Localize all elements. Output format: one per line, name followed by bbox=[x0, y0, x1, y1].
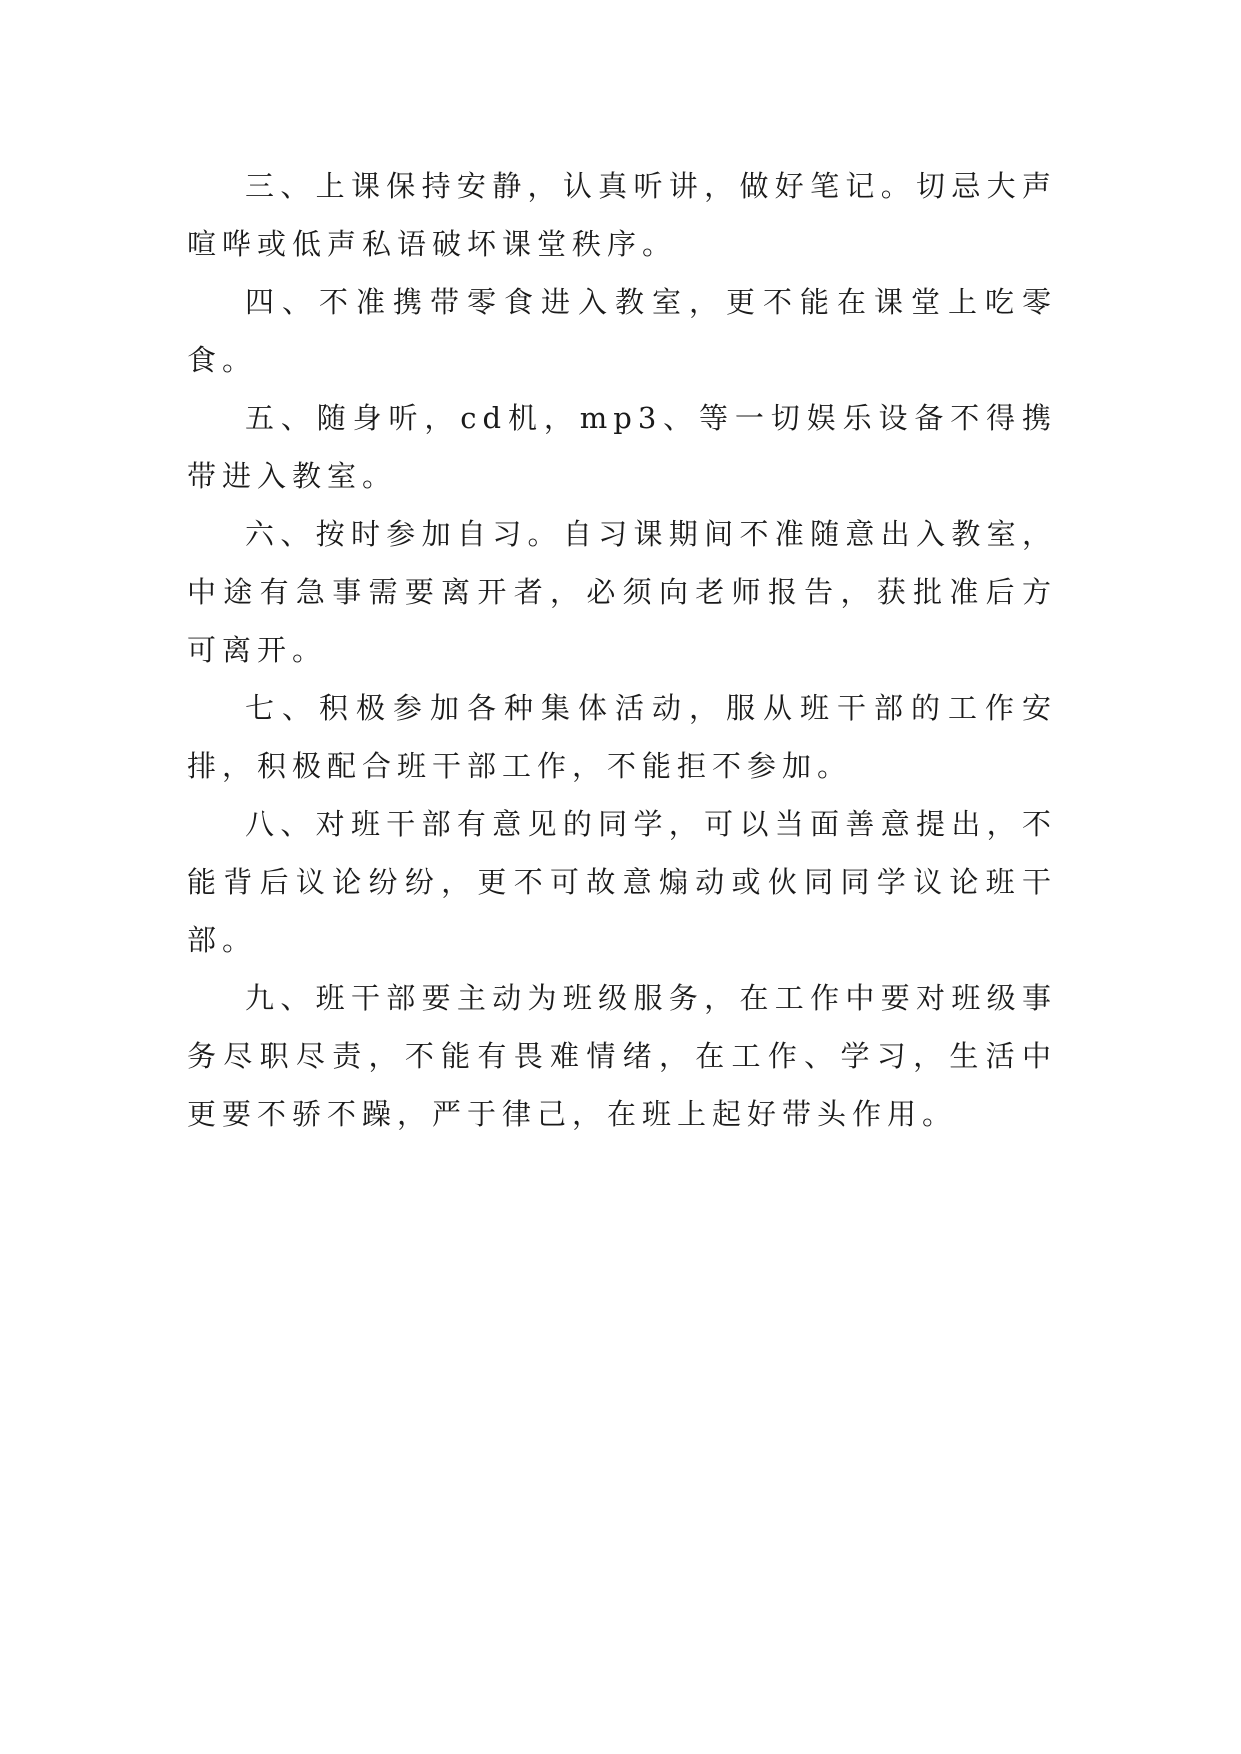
paragraph-rule-7: 七、积极参加各种集体活动，服从班干部的工作安排，积极配合班干部工作，不能拒不参加。 bbox=[187, 691, 1057, 783]
paragraph-rule-4: 四、不准携带零食进入教室，更不能在课堂上吃零食。 bbox=[187, 285, 1057, 377]
paragraph-rule-9: 九、班干部要主动为班级服务，在工作中要对班级事务尽职尽责，不能有畏难情绪，在工作、学习，生活中更要不骄不躁，严于律己，在班上起好带头作用。 bbox=[187, 981, 1057, 1131]
paragraph-rule-6: 六、按时参加自习。自习课期间不准随意出入教室，中途有急事需要离开者，必须向老师报告，获批准后方可离开。 bbox=[187, 517, 1057, 667]
document-body bbox=[187, 157, 1057, 1143]
paragraph-rule-8: 八、对班干部有意见的同学，可以当面善意提出，不能背后议论纷纷，更不可故意煽动或伙同同学议论班干部。 bbox=[187, 807, 1057, 957]
paragraph-rule-3: 三、上课保持安静，认真听讲，做好笔记。切忌大声喧哗或低声私语破坏课堂秩序。 bbox=[187, 169, 1057, 261]
paragraph-rule-5: 五、随身听，cd机，mp3、等一切娱乐设备不得携带进入教室。 bbox=[187, 401, 1057, 493]
